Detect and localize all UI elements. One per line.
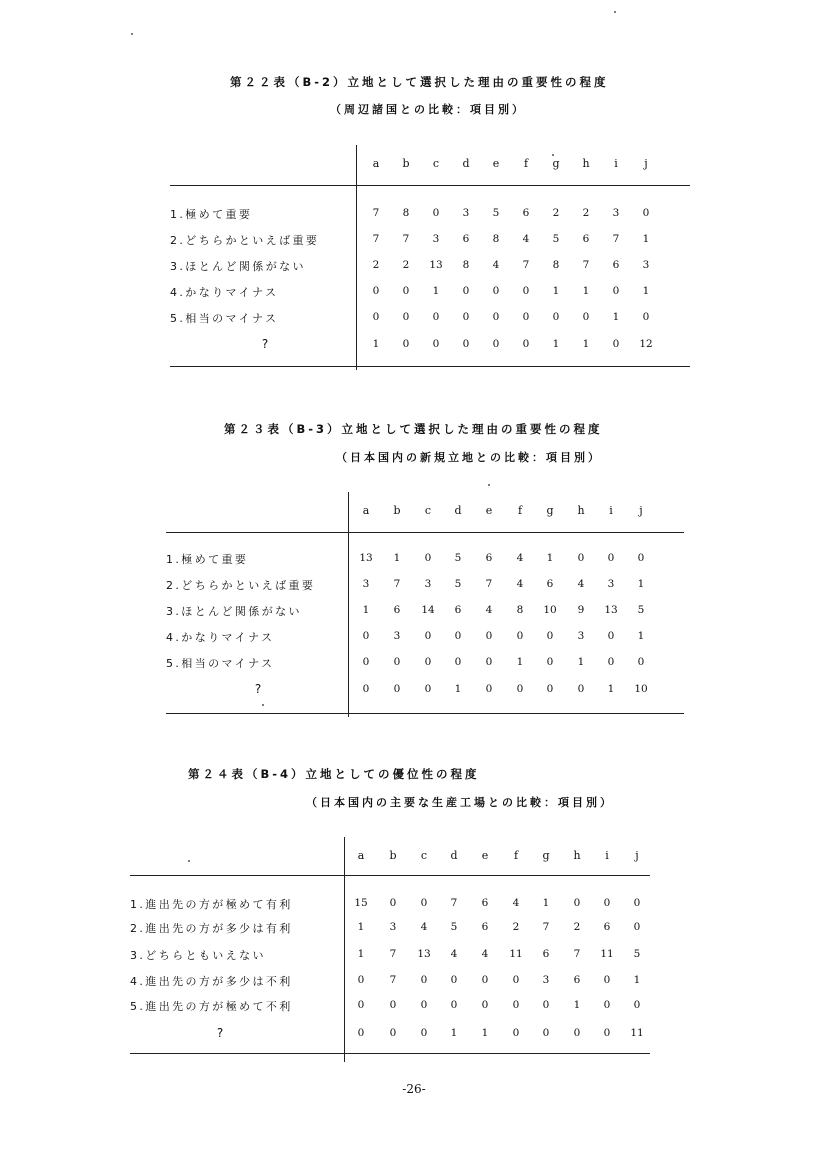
table-cell: 4 [450,948,458,960]
header-rule [170,185,690,186]
table-cell: 2 [512,921,520,933]
table-cell: 0 [637,552,645,564]
table-cell: 0 [603,999,611,1011]
table-cell: 1 [450,1027,458,1039]
table-cell: 5 [454,578,462,590]
row-label: 1.極めて重要 [170,208,253,221]
column-divider [348,492,349,717]
table-24 [130,837,650,1062]
table-cell: 4 [420,921,428,933]
table-cell: 0 [582,311,590,323]
table-cell: 0 [642,311,650,323]
table-cell: 0 [612,338,620,350]
header-rule [166,532,684,533]
table-cell: 13 [604,604,618,616]
table-cell: 1 [552,338,560,350]
table-cell: 4 [522,233,530,245]
scan-speck [488,484,490,486]
table-cell: 0 [454,656,462,668]
table-cell: 0 [402,285,410,297]
table-cell: 0 [612,285,620,297]
table-cell: 0 [402,311,410,323]
row-label: 3.どちらともいえない [130,949,266,962]
table-cell: 0 [607,630,615,642]
table-cell: 6 [485,552,493,564]
table-cell: 3 [393,630,401,642]
column-header: b [393,504,401,517]
column-header: h [582,157,590,170]
column-divider [344,837,345,1062]
table-cell: 0 [481,974,489,986]
table-cell: 7 [389,974,397,986]
table-cell: 3 [424,578,432,590]
table-cell: 0 [522,285,530,297]
table-cell: 0 [432,207,440,219]
column-header: h [573,849,581,862]
row-label: 5.進出先の方が極めて不利 [130,1000,293,1013]
table-cell: 0 [362,656,370,668]
table-cell: 0 [357,1027,365,1039]
column-header: e [492,157,500,170]
table-cell: 5 [633,948,641,960]
table-cell: 0 [402,338,410,350]
table-22-title: 第２２表（B-2）立地として選択した理由の重要性の程度 [230,75,609,89]
column-header: a [372,157,380,170]
table-cell: 1 [372,338,380,350]
table-cell: 0 [546,656,554,668]
table-cell: 0 [546,683,554,695]
table-cell: 1 [642,233,650,245]
table-cell: 0 [516,683,524,695]
table-cell: 3 [362,578,370,590]
table-cell: 1 [612,311,620,323]
table-cell: 5 [637,604,645,616]
table-cell: 6 [612,259,620,271]
table-cell: 0 [633,897,641,909]
table-cell: 0 [389,1027,397,1039]
table-cell: 6 [542,948,550,960]
row-label: 3.ほとんど関係がない [170,260,306,273]
column-header: d [454,504,462,517]
table-cell: 0 [393,683,401,695]
table-cell: 0 [462,311,470,323]
table-cell: 0 [577,552,585,564]
table-cell: 0 [492,338,500,350]
table-cell: 1 [362,604,370,616]
column-divider [356,145,357,370]
table-cell: 6 [603,921,611,933]
table-cell: 0 [372,285,380,297]
table-cell: 0 [424,683,432,695]
table-22 [170,145,690,370]
table-cell: 0 [542,1027,550,1039]
column-header: j [639,504,643,517]
table-cell: 0 [542,999,550,1011]
table-cell: 3 [577,630,585,642]
table-cell: 7 [372,233,380,245]
row-label: ? [216,1026,224,1040]
column-header: g [542,849,550,862]
table-cell: 7 [522,259,530,271]
column-header: i [609,504,613,517]
table-cell: 0 [357,999,365,1011]
table-cell: 0 [424,656,432,668]
column-header: c [424,504,432,517]
column-header: i [614,157,618,170]
table-cell: 0 [512,974,520,986]
table-cell: 7 [450,897,458,909]
table-cell: 7 [612,233,620,245]
row-label: 2.どちらかといえば重要 [166,579,316,592]
column-header: f [517,504,523,517]
table-cell: 0 [512,999,520,1011]
table-cell: 5 [552,233,560,245]
table-cell: 0 [492,285,500,297]
column-header: j [644,157,648,170]
table-cell: 0 [512,1027,520,1039]
table-cell: 8 [552,259,560,271]
table-cell: 1 [552,285,560,297]
table-cell: 5 [454,552,462,564]
page-number: -26- [402,1082,426,1096]
table-cell: 0 [357,974,365,986]
table-cell: 1 [357,948,365,960]
table-cell: 3 [542,974,550,986]
table-cell: 13 [417,948,431,960]
scan-speck [262,704,264,706]
table-23-subtitle: （日本国内の新規立地との比較：項目別） [336,451,602,464]
column-header: e [485,504,493,517]
table-cell: 9 [577,604,585,616]
table-cell: 6 [454,604,462,616]
table-cell: 0 [420,974,428,986]
column-header: g [546,504,554,517]
row-label: 5.相当のマイナス [170,312,279,325]
table-cell: 0 [522,338,530,350]
table-cell: 4 [485,604,493,616]
column-header: c [420,849,428,862]
table-cell: 4 [577,578,585,590]
table-cell: 0 [603,897,611,909]
table-cell: 3 [612,207,620,219]
table-cell: 0 [389,999,397,1011]
table-cell: 6 [582,233,590,245]
table-cell: 0 [633,999,641,1011]
table-cell: 1 [607,683,615,695]
bottom-rule [170,366,690,367]
column-header: b [389,849,397,862]
table-cell: 0 [462,338,470,350]
table-cell: 7 [542,921,550,933]
table-cell: 8 [462,259,470,271]
table-cell: 1 [582,285,590,297]
table-cell: 0 [362,683,370,695]
table-cell: 8 [492,233,500,245]
row-label: 4.かなりマイナス [166,631,275,644]
table-cell: 0 [485,630,493,642]
table-cell: 0 [485,656,493,668]
table-23-title: 第２３表（B-3）立地として選択した理由の重要性の程度 [224,422,603,436]
table-cell: 11 [600,948,614,960]
table-cell: 0 [454,630,462,642]
table-cell: 0 [492,311,500,323]
column-header: d [462,157,470,170]
table-24-title: 第２４表（B-4）立地としての優位性の程度 [188,767,480,781]
table-cell: 4 [516,552,524,564]
row-label: 1.進出先の方が極めて有利 [130,898,293,911]
column-header: b [402,157,410,170]
table-cell: 6 [462,233,470,245]
table-cell: 3 [389,921,397,933]
table-cell: 10 [634,683,648,695]
table-cell: 0 [603,1027,611,1039]
table-cell: 0 [420,1027,428,1039]
table-cell: 8 [516,604,524,616]
row-label: 4.進出先の方が多少は不利 [130,975,293,988]
table-cell: 7 [393,578,401,590]
table-cell: 0 [362,630,370,642]
table-cell: 2 [372,259,380,271]
table-cell: 4 [516,578,524,590]
table-cell: 1 [637,630,645,642]
table-cell: 13 [429,259,443,271]
table-24-subtitle: （日本国内の主要な生産工場との比較：項目別） [306,796,614,809]
table-cell: 8 [402,207,410,219]
table-cell: 0 [432,338,440,350]
table-cell: 0 [573,897,581,909]
scan-speck [552,154,554,156]
table-cell: 1 [357,921,365,933]
table-cell: 0 [577,683,585,695]
table-cell: 2 [582,207,590,219]
table-cell: 0 [485,683,493,695]
table-cell: 4 [481,948,489,960]
table-cell: 6 [481,921,489,933]
table-cell: 6 [522,207,530,219]
table-cell: 1 [393,552,401,564]
table-cell: 11 [509,948,523,960]
table-cell: 1 [637,578,645,590]
table-cell: 7 [402,233,410,245]
table-cell: 0 [389,897,397,909]
column-header: i [605,849,609,862]
row-label: 4.かなりマイナス [170,286,279,299]
table-cell: 1 [642,285,650,297]
column-header: f [523,157,529,170]
table-cell: 0 [546,630,554,642]
scan-speck [188,860,190,862]
table-cell: 2 [552,207,560,219]
table-cell: 0 [372,311,380,323]
table-cell: 3 [462,207,470,219]
table-cell: 6 [546,578,554,590]
table-cell: 4 [512,897,520,909]
row-label: ? [261,337,269,351]
row-label: 5.相当のマイナス [166,657,275,670]
table-cell: 0 [450,999,458,1011]
row-label: 1.極めて重要 [166,553,249,566]
column-header: c [432,157,440,170]
table-cell: 0 [424,552,432,564]
column-header: h [577,504,585,517]
table-cell: 6 [573,974,581,986]
table-cell: 1 [573,999,581,1011]
table-cell: 7 [485,578,493,590]
table-23 [166,492,684,717]
table-cell: 0 [603,974,611,986]
bottom-rule [166,713,684,714]
table-cell: 1 [542,897,550,909]
column-header: d [450,849,458,862]
column-header: f [513,849,519,862]
table-cell: 6 [393,604,401,616]
table-cell: 3 [607,578,615,590]
table-cell: 12 [639,338,653,350]
header-rule [130,875,650,876]
table-cell: 1 [633,974,641,986]
table-cell: 0 [516,630,524,642]
table-cell: 3 [432,233,440,245]
table-cell: 5 [450,921,458,933]
table-cell: 1 [577,656,585,668]
table-cell: 0 [462,285,470,297]
table-cell: 1 [546,552,554,564]
table-cell: 13 [359,552,373,564]
table-cell: 0 [420,999,428,1011]
table-cell: 1 [582,338,590,350]
column-header: e [481,849,489,862]
column-header: g [552,157,560,170]
table-cell: 10 [543,604,557,616]
table-cell: 0 [552,311,560,323]
table-cell: 0 [607,656,615,668]
table-cell: 0 [607,552,615,564]
row-label: 2.進出先の方が多少は有利 [130,922,293,935]
table-cell: 15 [354,897,368,909]
scan-speck [614,11,616,13]
table-cell: 0 [393,656,401,668]
table-cell: 0 [573,1027,581,1039]
table-cell: 1 [481,1027,489,1039]
table-cell: 0 [450,974,458,986]
table-cell: 1 [516,656,524,668]
table-cell: 2 [573,921,581,933]
table-cell: 0 [481,999,489,1011]
table-cell: 5 [492,207,500,219]
column-header: a [357,849,365,862]
table-cell: 4 [492,259,500,271]
table-cell: 7 [389,948,397,960]
table-cell: 3 [642,259,650,271]
row-label: 2.どちらかといえば重要 [170,234,320,247]
table-cell: 14 [421,604,435,616]
table-cell: 1 [432,285,440,297]
table-cell: 2 [402,259,410,271]
table-cell: 0 [522,311,530,323]
table-cell: 7 [573,948,581,960]
table-cell: 0 [420,897,428,909]
scan-speck [131,33,133,35]
table-cell: 0 [424,630,432,642]
column-header: j [635,849,639,862]
column-header: a [362,504,370,517]
table-cell: 1 [454,683,462,695]
bottom-rule [130,1053,650,1054]
table-cell: 11 [630,1027,644,1039]
table-22-subtitle: （周辺諸国との比較：項目別） [330,103,526,116]
row-label: ? [254,682,262,696]
table-cell: 7 [372,207,380,219]
row-label: 3.ほとんど関係がない [166,605,302,618]
table-cell: 0 [633,921,641,933]
table-cell: 7 [582,259,590,271]
table-cell: 0 [432,311,440,323]
table-cell: 0 [637,656,645,668]
table-cell: 0 [642,207,650,219]
table-cell: 6 [481,897,489,909]
